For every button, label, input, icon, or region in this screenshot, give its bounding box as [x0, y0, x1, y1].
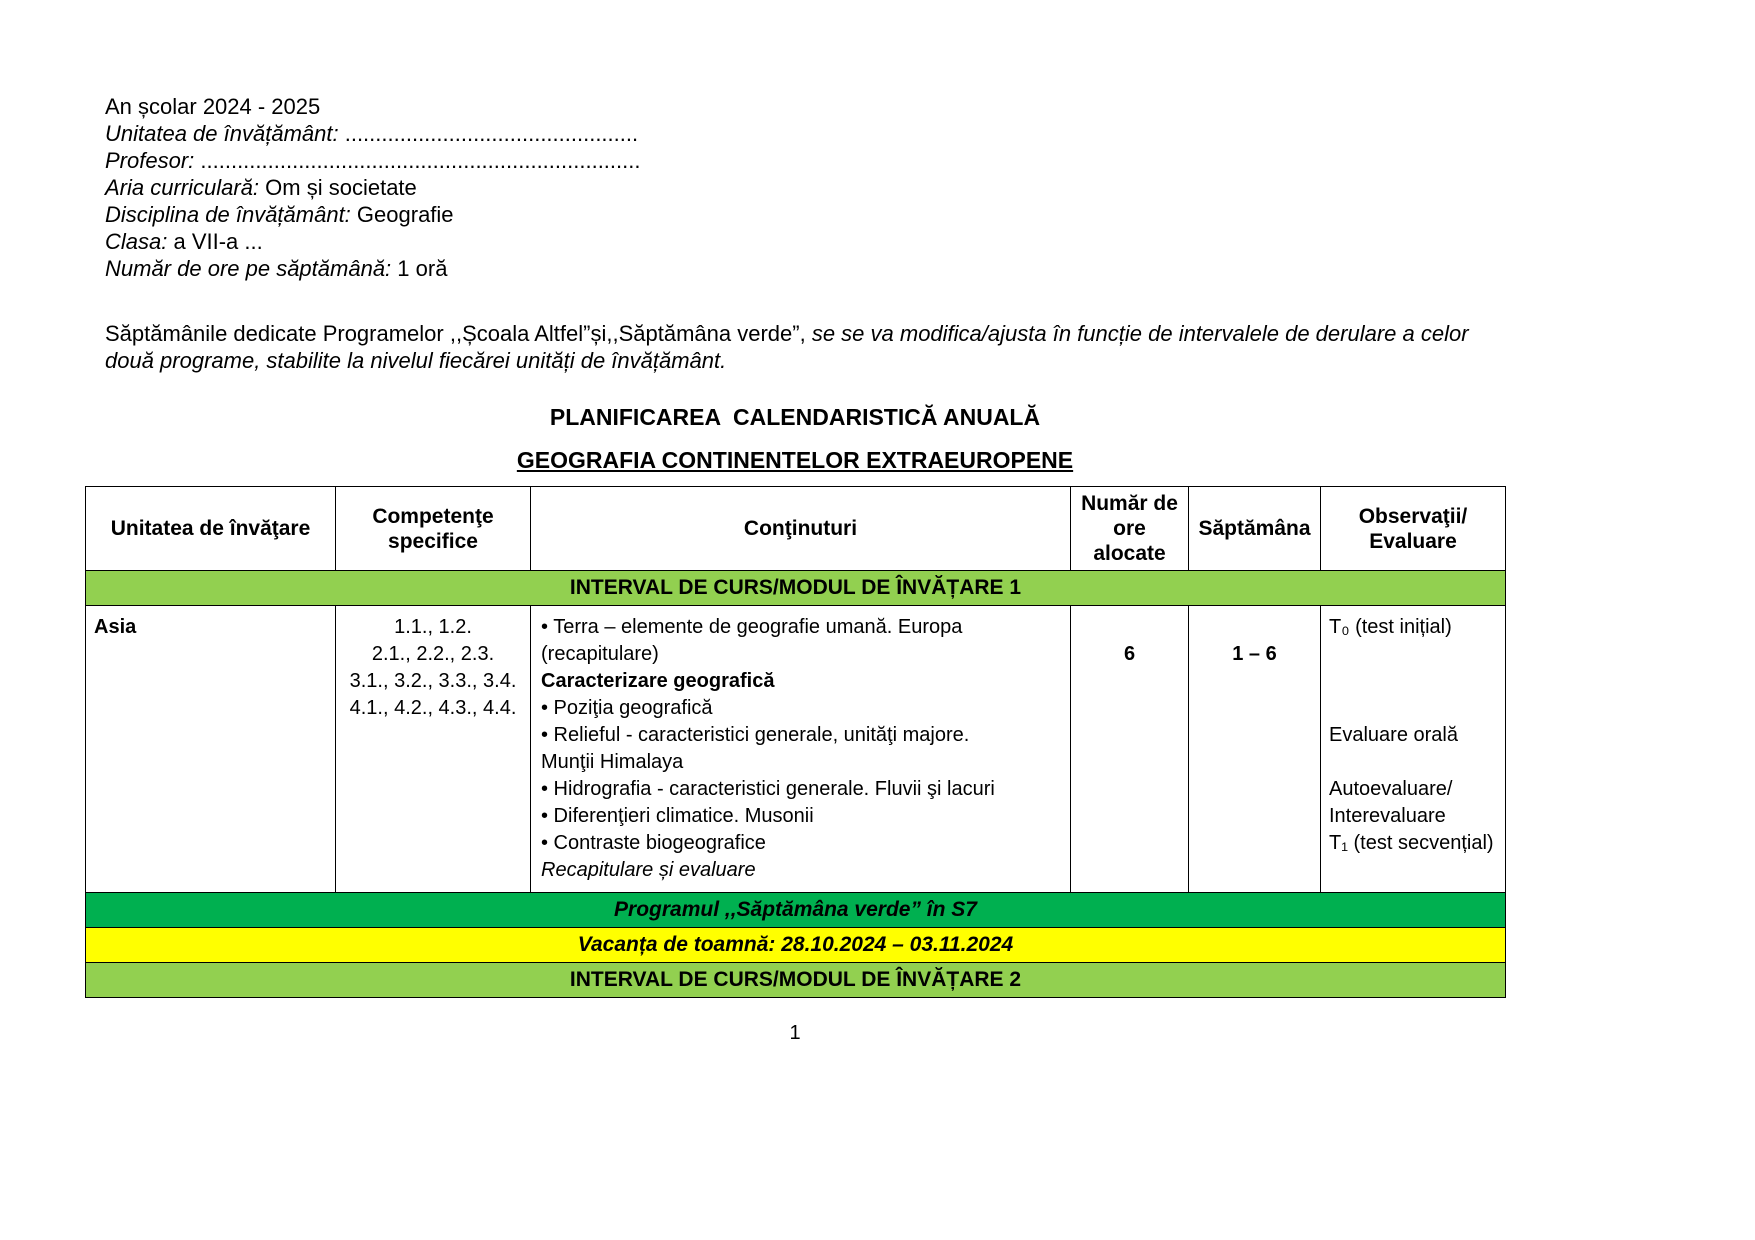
note-italic-part: se se va modifica/ajusta în funcție de intervalele de derulare a celor două programe, stabilite la nivelul fiecărei unități de învățământ.	[105, 321, 1469, 373]
numar-ore-label: Număr de ore pe săptămână:	[105, 256, 392, 281]
planning-table	[85, 486, 1506, 998]
table-header-row	[86, 487, 1506, 571]
field-clasa	[105, 228, 1505, 255]
band-row-interval-2	[86, 963, 1506, 998]
col-header-observatii-evaluare: Observaţii/ Evaluare	[1321, 487, 1506, 571]
continut-line-italic: Recapitulare și evaluare	[541, 859, 756, 881]
competente-line: 4.1., 4.2., 4.3., 4.4.	[349, 697, 517, 719]
clasa-value: a VII-a ...	[173, 229, 263, 254]
observatii-spacer	[1329, 695, 1497, 722]
observatii-line: Interevaluare	[1329, 805, 1446, 827]
disciplina-label: Disciplina de învățământ:	[105, 202, 351, 227]
profesor-dotted-line: ........................................................................	[200, 148, 641, 173]
continut-line: • Contraste biogeografice	[541, 832, 766, 854]
band-saptamana-verde: Programul ,,Săptămâna verde” în S7	[86, 893, 1506, 928]
programs-note	[105, 320, 1495, 374]
competente-line: 3.1., 3.2., 3.3., 3.4.	[349, 670, 517, 692]
observatii-line: T₀ (test inițial)	[1329, 616, 1452, 638]
profesor-label: Profesor:	[105, 148, 195, 173]
col-header-competente-specifice: Competenţe specifice	[336, 487, 531, 571]
col-header-continuturi: Conţinuturi	[531, 487, 1071, 571]
col-header-unitatea-invatare: Unitatea de învăţare	[86, 487, 336, 571]
field-aria-curriculara	[105, 174, 1505, 201]
content-area	[85, 0, 1505, 1044]
clasa-label: Clasa:	[105, 229, 168, 254]
observatii-spacer	[1329, 749, 1497, 776]
main-title: PLANIFICAREA CALENDARISTICĂ ANUALĂ	[549, 404, 1041, 430]
note-regular-part: Săptămânile dedicate Programelor ,,Școala Altfel”și,,Săptămâna verde”,	[105, 321, 812, 346]
observatii-line: Evaluare orală	[1329, 724, 1458, 746]
band-interval-curs-1: INTERVAL DE CURS/MODUL DE ÎNVĂȚARE 1	[86, 571, 1506, 606]
unitatea-dotted-line: ................................................	[344, 121, 639, 146]
document-info-block	[105, 93, 1505, 282]
cell-saptamana: 1 – 6	[1189, 606, 1321, 893]
school-year-text: An școlar 2024 - 2025	[105, 94, 321, 119]
competente-line: 1.1., 1.2.	[394, 616, 472, 638]
field-school-year	[105, 93, 1505, 120]
numar-ore-value: 1 oră	[397, 256, 448, 281]
competente-line: 2.1., 2.2., 2.3.	[371, 643, 495, 665]
field-profesor	[105, 147, 1505, 174]
col-header-saptamana: Săptămâna	[1189, 487, 1321, 571]
continut-line: • Terra – elemente de geografie umană. Europa	[541, 616, 963, 638]
continut-line: Munţii Himalaya	[541, 751, 684, 773]
aria-value: Om și societate	[265, 175, 417, 200]
cell-competente-specifice	[336, 606, 531, 893]
band-row-interval-1	[86, 571, 1506, 606]
page-number: 1	[789, 1022, 801, 1044]
band-row-vacanta	[86, 928, 1506, 963]
observatii-spacer	[1329, 641, 1497, 668]
observatii-spacer	[1329, 668, 1497, 695]
table-row-asia	[86, 606, 1506, 893]
continut-line: • Hidrografia - caracteristici generale. Fluvii şi lacuri	[541, 778, 995, 800]
band-row-saptamana-verde	[86, 893, 1506, 928]
disciplina-value: Geografie	[356, 202, 454, 227]
unitatea-label: Unitatea de învățământ:	[105, 121, 339, 146]
field-disciplina	[105, 201, 1505, 228]
col-header-numar-ore-alocate: Număr de ore alocate	[1071, 487, 1189, 571]
continut-line: • Relieful - caracteristici generale, unităţi majore.	[541, 724, 970, 746]
field-numar-ore	[105, 255, 1505, 282]
cell-unitatea-invatare	[86, 606, 336, 893]
continut-line: (recapitulare)	[541, 643, 659, 665]
band-vacanta-toamna: Vacanța de toamnă: 28.10.2024 – 03.11.2024	[86, 928, 1506, 963]
unit-name: Asia	[94, 616, 137, 638]
continut-line: • Diferenţieri climatice. Musonii	[541, 805, 814, 827]
observatii-line: T₁ (test secvențial)	[1329, 832, 1494, 854]
aria-label: Aria curriculară:	[105, 175, 260, 200]
cell-numar-ore: 6	[1071, 606, 1189, 893]
field-unitatea-invatamant	[105, 120, 1505, 147]
cell-continuturi	[531, 606, 1071, 893]
band-interval-curs-2: INTERVAL DE CURS/MODUL DE ÎNVĂȚARE 2	[86, 963, 1506, 998]
cell-observatii-evaluare	[1321, 606, 1506, 893]
continut-line: • Poziţia geografică	[541, 697, 713, 719]
continut-line-bold: Caracterizare geografică	[541, 670, 775, 692]
observatii-line: Autoevaluare/	[1329, 778, 1453, 800]
subtitle: GEOGRAFIA CONTINENTELOR EXTRAEUROPENE	[516, 447, 1074, 473]
